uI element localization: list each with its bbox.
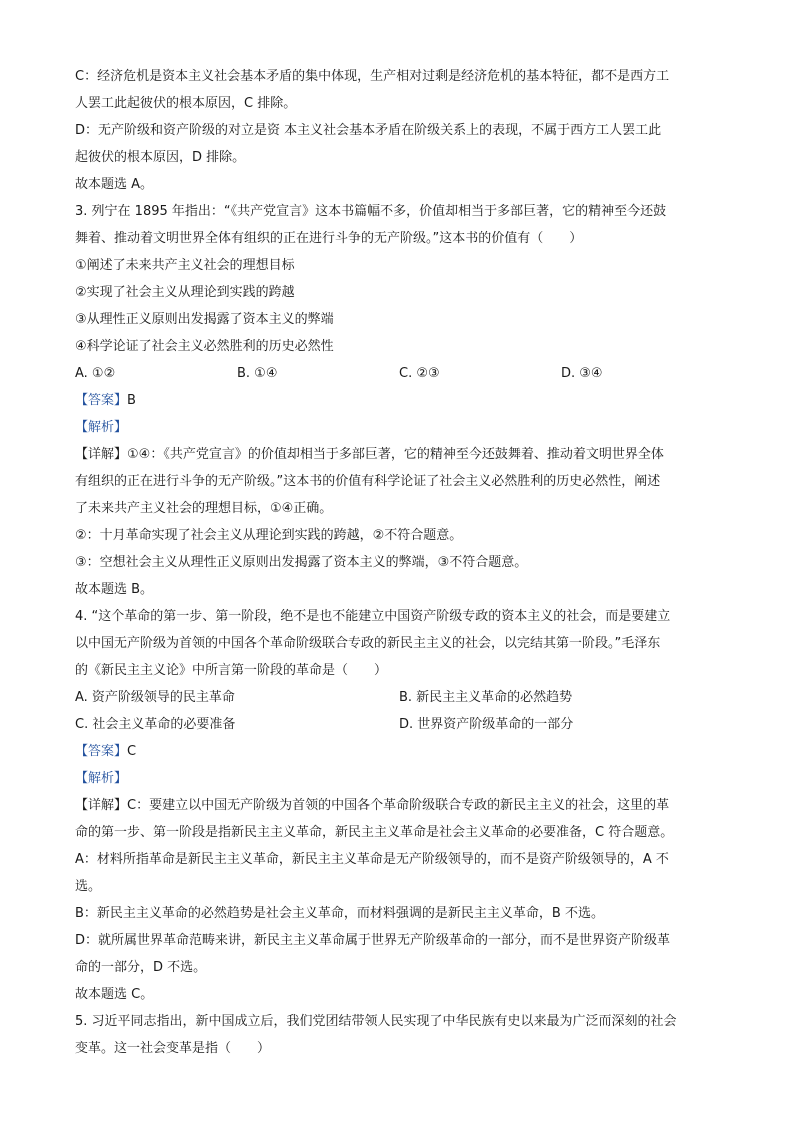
question-4-stem: 的《新民主主义论》中所言第一阶段的革命是（ ） [75, 663, 388, 678]
question-4-detail: 命的一部分，D 不选。 [75, 960, 207, 975]
text-line: C：经济危机是资本主义社会基本矛盾的集中体现，生产相对过剩是经济危机的基本特征，都不是西方工 [75, 69, 670, 84]
option-d: D. 世界资产阶级革命的一部分 [399, 717, 574, 732]
question-3-answer [75, 387, 728, 414]
option-d: D. ③④ [561, 366, 603, 381]
question-3-detail: 了未来共产主义社会的理想目标，①④正确。 [75, 501, 333, 516]
text-line: 故本题选 A。 [75, 177, 154, 192]
option-a: A. 资产阶级领导的民主革命 [75, 690, 235, 705]
question-4-analysis [75, 765, 728, 792]
question-3-detail: ③：空想社会主义从理性正义原则出发揭露了资本主义的弊端，③不符合题意。 [75, 555, 528, 570]
question-4-options-row-1 [75, 684, 728, 711]
text-line: 起彼伏的根本原因，D 排除。 [75, 150, 246, 165]
question-4-detail: 故本题选 C。 [75, 987, 154, 1002]
question-3-detail [75, 441, 728, 468]
question-4-stem: 以中国无产阶级为首领的中国各个革命阶级联合专政的新民主主义的社会，以完结其第一阶段。”毛泽东 [75, 636, 661, 651]
question-3-analysis [75, 414, 728, 441]
question-4-detail: 选。 [75, 879, 102, 894]
analysis-tag: 【解析】 [75, 420, 128, 435]
question-3-stem: 3. 列宁在 1895 年指出：“《共产党宣言》这本书篇幅不多，价值却相当于多部巨著，它的精神至今还鼓 [75, 204, 667, 219]
text-line: 人罢工此起彼伏的根本原因，C 排除。 [75, 96, 297, 111]
question-3-item: ③从理性正义原则出发揭露了资本主义的弊端 [75, 312, 334, 327]
question-4-detail [75, 792, 728, 819]
question-3-detail: 故本题选 B。 [75, 582, 154, 597]
question-3-detail: ②：十月革命实现了社会主义从理论到实践的跨越，②不符合题意。 [75, 528, 463, 543]
option-b: B. ①④ [237, 366, 278, 381]
answer-value: C [127, 744, 137, 759]
question-3-item: ④科学论证了社会主义必然胜利的历史必然性 [75, 339, 334, 354]
answer-value: B [127, 393, 136, 408]
text-line: D：无产阶级和资产阶级的对立是资 本主义社会基本矛盾在阶级关系上的表现，不属于西方工人罢工此 [75, 123, 662, 138]
question-3-item: ②实现了社会主义从理论到实践的跨越 [75, 285, 295, 300]
detail-text: C：要建立以中国无产阶级为首领的中国各个革命阶级联合专政的新民主主义的社会，这里的革 [127, 798, 670, 813]
option-a: A. ①② [75, 366, 116, 381]
option-b: B. 新民主主义革命的必然趋势 [399, 690, 573, 705]
question-3-item: ①阐述了未来共产主义社会的理想目标 [75, 258, 295, 273]
detail-tag: 【详解】 [75, 447, 128, 462]
option-c: C. 社会主义革命的必要准备 [75, 717, 236, 732]
question-4-stem: 4. “这个革命的第一步、第一阶段，绝不是也不能建立中国资产阶级专政的资本主义的社会，而是要建立 [75, 609, 671, 624]
answer-tag: 【答案】 [75, 744, 128, 759]
question-5-stem: 变革。这一社会变革是指（ ） [75, 1041, 271, 1056]
question-3-detail: 有组织的正在进行斗争的无产阶级。”这本书的价值有科学论证了社会主义必然胜利的历史必然性，阐述 [75, 474, 661, 489]
question-4-options-row-2 [75, 711, 728, 738]
question-4-answer [75, 738, 728, 765]
question-4-detail: 命的第一步、第一阶段是指新民主主义革命，新民主主义革命是社会主义革命的必要准备，C 符合题意。 [75, 825, 674, 840]
question-4-detail: A：材料所指革命是新民主主义革命，新民主主义革命是无产阶级领导的，而不是资产阶级领导的，A 不 [75, 852, 669, 867]
detail-tag: 【详解】 [75, 798, 128, 813]
option-c: C. ②③ [399, 366, 440, 381]
question-4-detail: B：新民主主义革命的必然趋势是社会主义革命，而材料强调的是新民主主义革命，B 不选。 [75, 906, 604, 921]
analysis-tag: 【解析】 [75, 771, 128, 786]
question-4-detail: D：就所属世界革命范畴来讲，新民主主义革命属于世界无产阶级革命的一部分，而不是世界资产阶级革 [75, 933, 671, 948]
question-3-stem: 舞着、推动着文明世界全体有组织的正在进行斗争的无产阶级。”这本书的价值有（ ） [75, 231, 583, 246]
detail-text: ①④：《共产党宣言》的价值却相当于多部巨著，它的精神至今还鼓舞着、推动着文明世界全体 [127, 447, 664, 462]
answer-tag: 【答案】 [75, 393, 128, 408]
question-5-stem: 5. 习近平同志指出，新中国成立后，我们党团结带领人民实现了中华民族有史以来最为广泛而深刻的社会 [75, 1014, 677, 1029]
question-3-options [75, 360, 728, 387]
